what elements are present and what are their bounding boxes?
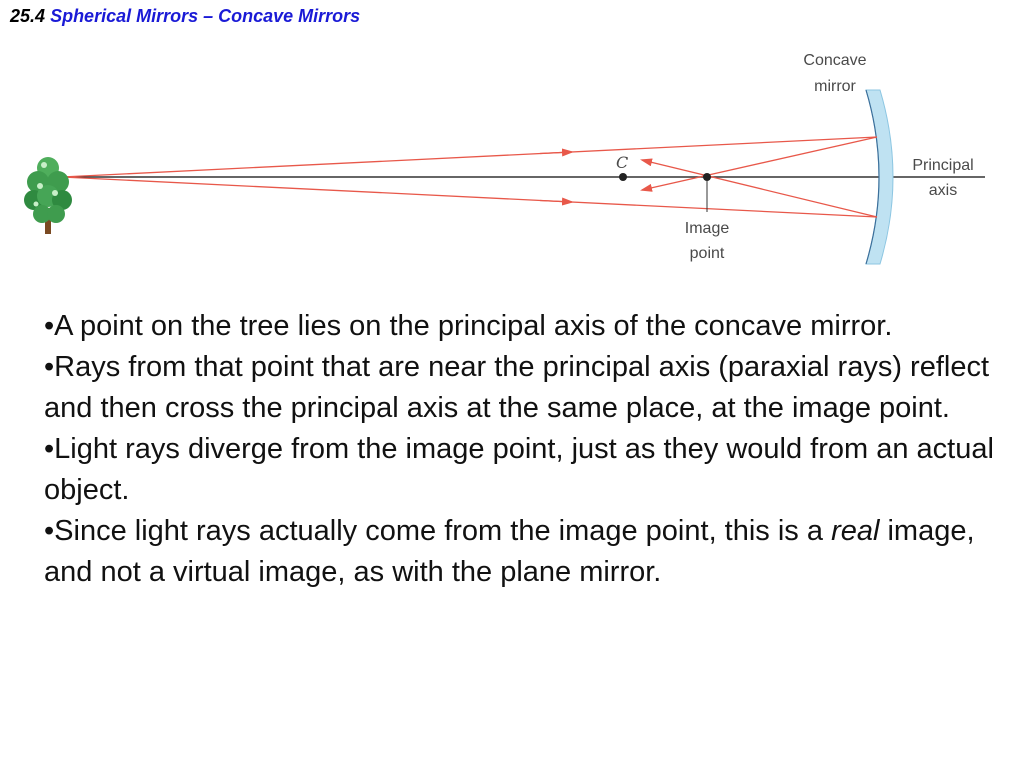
incident-ray-lower (62, 177, 877, 217)
bullet-4-emphasis: real (831, 515, 880, 547)
axis-label-line2: axis (928, 182, 958, 199)
bullet-4 (44, 511, 1004, 593)
image-label-line1: Image (684, 220, 730, 237)
mirror-label-line1: Concave (803, 52, 867, 69)
image-label-line2: point (689, 245, 725, 262)
concave-mirror-diagram (0, 40, 1024, 280)
tree-icon (24, 157, 72, 234)
section-title: Spherical Mirrors – Concave Mirrors (50, 6, 361, 26)
bullet-3: •Light rays diverge from the image point, just as they would from an actual object. (44, 433, 994, 506)
center-of-curvature-dot (619, 173, 627, 181)
bullet-1: •A point on the tree lies on the principal axis of the concave mirror. (44, 310, 893, 342)
center-label: C (616, 153, 629, 172)
mirror-label-line2: mirror (814, 78, 856, 95)
image-point-dot (703, 173, 711, 181)
reflected-ray-upper (642, 137, 877, 190)
bullet-2: •Rays from that point that are near the principal axis (paraxial rays) reflect and then cross the principal axis at the same place, at the image point. (44, 351, 990, 424)
bullet-4-prefix: •Since light rays actually come from the image point, this is a (44, 515, 832, 547)
reflected-ray-lower (642, 160, 877, 217)
incident-arrow-upper (540, 152, 572, 154)
incident-arrow-lower (540, 201, 572, 203)
bullet-list (44, 306, 1004, 593)
section-number: 25.4 (10, 6, 46, 26)
incident-ray-upper (62, 137, 877, 177)
slide-title (10, 6, 360, 27)
axis-label-line1: Principal (912, 157, 974, 174)
bullet-4-suffix: image, and not a virtual image, as with the plane mirror. (44, 515, 975, 588)
